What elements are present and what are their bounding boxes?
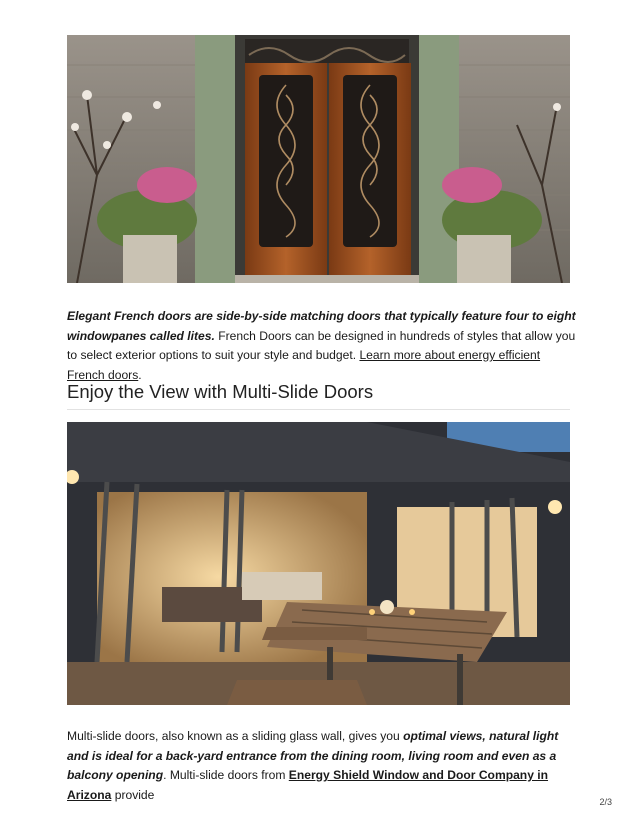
multi-slide-text-3: provide [111,787,155,802]
multi-slide-emphasis: optimal views, natural light and is ideal for a back-yard entrance from the dining room, living room and even as a balcony opening [67,729,559,783]
multi-slide-text: Multi-slide doors, also known as a sliding glass wall, gives you [67,729,404,744]
french-doors-photo [67,35,570,283]
multi-slide-paragraph [67,727,577,805]
section-heading: Enjoy the View with Multi-Slide Doors [67,381,374,402]
energy-efficient-french-doors-link[interactable]: Learn more about energy efficient French doors [67,348,541,382]
energy-shield-company-link[interactable]: Energy Shield Window and Door Company in Arizona [67,768,549,802]
french-doors-paragraph [67,307,577,385]
paragraph-end: . [138,367,142,382]
heading-divider [67,409,570,410]
french-doors-text: French Doors can be designed in hundreds of styles that allow you to select exterior options to suit your style and budget. [67,328,576,363]
multi-slide-doors-photo [67,422,570,705]
page-number: 2/3 [599,797,612,807]
french-doors-emphasis: Elegant French doors are side-by-side matching doors that typically feature four to eight windowpanes called lites. [67,309,576,343]
multi-slide-text-2: . Multi-slide doors from [163,768,289,783]
